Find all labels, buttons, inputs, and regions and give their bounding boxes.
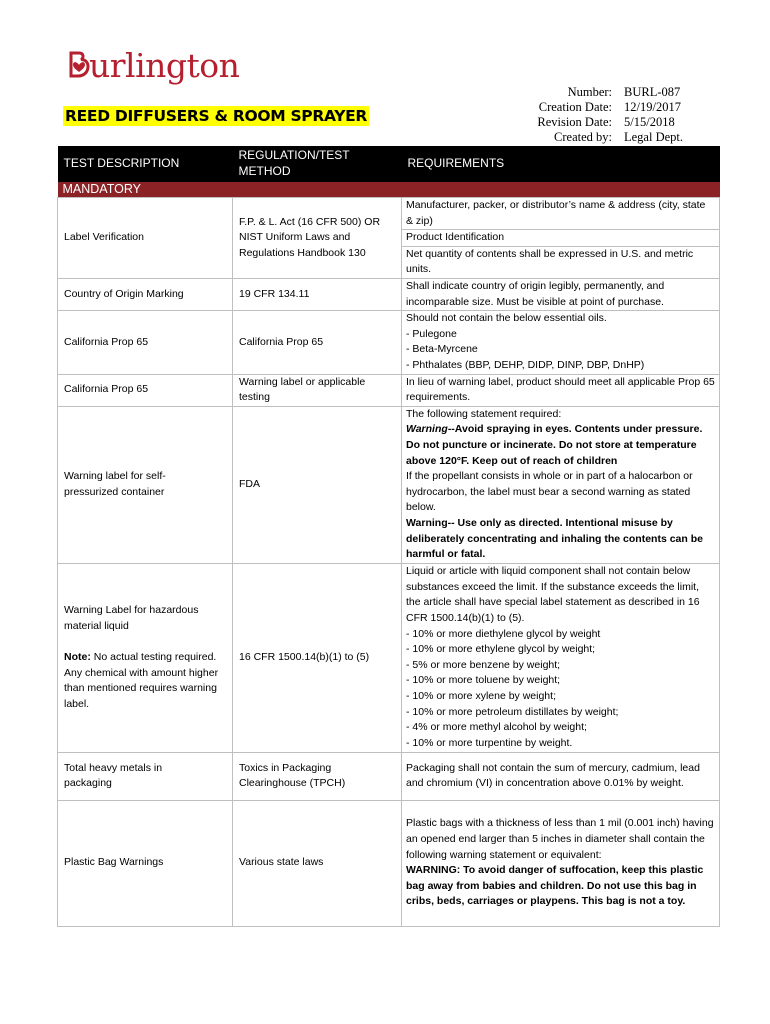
method-cell: Various state laws (233, 800, 402, 926)
req-cell (402, 800, 720, 926)
req-line: Should not contain the below essential oils. (406, 312, 607, 325)
desc-text: Warning Label for hazardous material liquid (64, 603, 199, 632)
req-line: - 10% or more ethylene glycol by weight; (406, 643, 596, 656)
document-meta (520, 85, 683, 145)
req-line: - 5% or more benzene by weight; (406, 658, 561, 671)
table-row (58, 800, 720, 926)
table-row (58, 406, 720, 563)
desc-cell: Label Verification (58, 198, 233, 279)
req-cell: Shall indicate country of origin legibly, permanently, and incomparable size. Must be visible at point of purchase. (402, 279, 720, 311)
table-row (58, 374, 720, 406)
req-line: - 10% or more toluene by weight; (406, 674, 561, 687)
header-test-description: TEST DESCRIPTION (58, 146, 233, 182)
req-warning-1: Warning--Avoid spraying in eyes. Contents under pressure. Do not puncture or incinerate. Do not store at temperature above 120°F. Keep out of reach of children (406, 423, 703, 467)
req-cell (402, 563, 720, 752)
req-line: Manufacturer, packer, or distributor’s name & address (city, state & zip) (406, 199, 706, 227)
method-cell: 19 CFR 134.11 (233, 279, 402, 311)
req-intro: Liquid or article with liquid component shall not contain below substances exceed the limit. If the substance exceeds the limit, the article shall have special label statement as described in 16 CFR 1500.14(b)(1) to (5). (406, 565, 700, 624)
req-line: - 10% or more xylene by weight; (406, 689, 556, 702)
table-header-row (58, 146, 720, 182)
method-cell: Warning label or applicable testing (233, 374, 402, 406)
req-line: - 10% or more turpentine by weight. (406, 736, 573, 749)
desc-cell: Warning label for self-pressurized container (58, 406, 233, 563)
req-intro: Plastic bags with a thickness of less than 1 mil (0.001 inch) having an opened end larger than 5 inches in diameter shall contain the following warning statement or equivalent: (406, 817, 714, 861)
meta-row-creation-date: Creation Date: 12/19/2017 (538, 100, 681, 114)
header-requirements: REQUIREMENTS (402, 146, 720, 182)
req-warning: WARNING: To avoid danger of suffocation, keep this plastic bag away from babies and children. Do not use this bag in cribs, beds, carriages or playpens. This bag is not a toy. (406, 864, 704, 908)
meta-row-created-by: Created by: Legal Dept. (554, 130, 684, 144)
section-row (58, 182, 720, 198)
desc-cell: California Prop 65 (58, 311, 233, 374)
req-line: - Phthalates (BBP, DEHP, DIDP, DINP, DBP, DnHP) (406, 358, 645, 371)
desc-cell: Total heavy metals in packaging (58, 752, 233, 800)
desc-cell: Country of Origin Marking (58, 279, 233, 311)
req-line: - Beta-Myrcene (406, 343, 478, 356)
table-row (58, 752, 720, 800)
logo-text: urlington (89, 46, 240, 85)
section-mandatory: MANDATORY (58, 182, 720, 198)
req-line: - 4% or more methyl alcohol by weight; (406, 721, 587, 734)
document-title: REED DIFFUSERS & ROOM SPRAYER (65, 107, 368, 125)
req-cell: In lieu of warning label, product should meet all applicable Prop 65 requirements. (402, 374, 720, 406)
meta-row-revision-date: Revision Date: 5/15/2018 (537, 115, 675, 129)
method-cell: California Prop 65 (233, 311, 402, 374)
req-intro: The following statement required: (406, 407, 562, 420)
req-line: Product Identification (402, 229, 719, 246)
req-mid: If the propellant consists in whole or in part of a halocarbon or hydrocarbon, the label must bear a second warning as stated below. (406, 470, 693, 514)
req-line: - 10% or more diethylene glycol by weight (406, 627, 601, 640)
desc-note: Note: No actual testing required. Any chemical with amount higher than mentioned requires warning label. (64, 651, 219, 710)
desc-cell: California Prop 65 (58, 374, 233, 406)
req-line: - 10% or more petroleum distillates by weight; (406, 705, 619, 718)
header-regulation: REGULATION/TEST METHOD (233, 146, 402, 182)
req-cell (402, 311, 720, 374)
table-row (58, 311, 720, 374)
meta-row-number: Number: BURL-087 (567, 85, 681, 99)
method-cell: 16 CFR 1500.14(b)(1) to (5) (233, 563, 402, 752)
method-cell: FDA (233, 406, 402, 563)
req-cell: Packaging shall not contain the sum of mercury, cadmium, lead and chromium (VI) in concentration above 0.01% by weight. (402, 752, 720, 800)
method-cell: Toxics in Packaging Clearinghouse (TPCH) (233, 752, 402, 800)
table-row (58, 279, 720, 311)
desc-cell (58, 563, 233, 752)
requirements-table (57, 146, 720, 927)
req-cell (402, 198, 720, 279)
desc-cell: Plastic Bag Warnings (58, 800, 233, 926)
table-row (58, 563, 720, 752)
req-cell (402, 406, 720, 563)
req-warning-2: Warning-- Use only as directed. Intentional misuse by deliberately concentrating and inhaling the contents can be harmful or fatal. (406, 516, 703, 561)
table-row (58, 198, 720, 279)
req-line: - Pulegone (406, 327, 457, 340)
method-cell: F.P. & L. Act (16 CFR 500) OR NIST Uniform Laws and Regulations Handbook 130 (233, 198, 402, 279)
req-line: Net quantity of contents shall be expressed in U.S. and metric units. (402, 246, 719, 278)
